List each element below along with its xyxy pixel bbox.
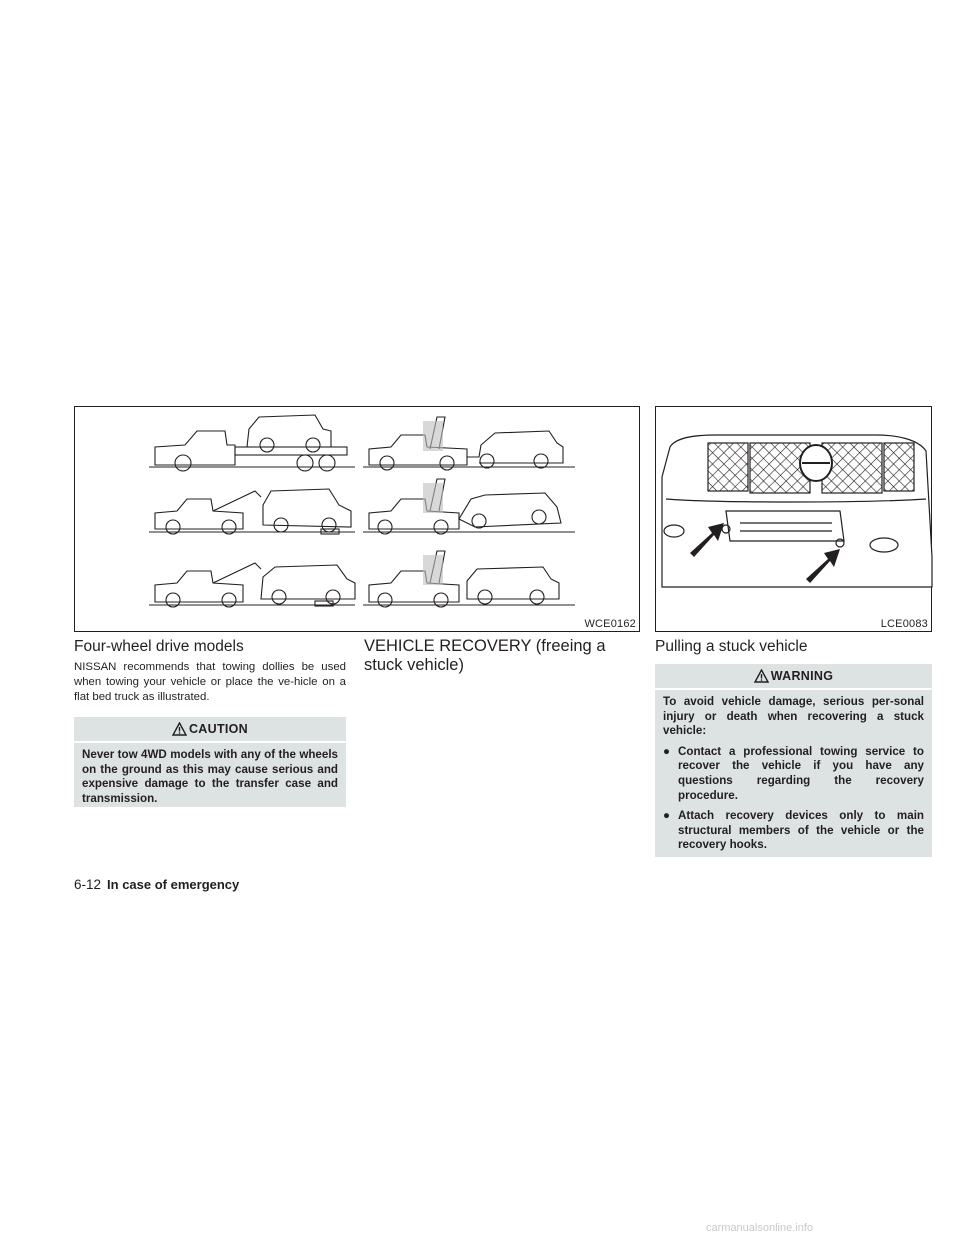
- caution-box: [74, 717, 346, 807]
- bullet-text: Attach recovery devices only to main structural members of the vehicle or the recovery hooks.: [678, 809, 924, 852]
- warning-bullet: [663, 745, 924, 803]
- section-heading-four-wheel-drive: Four-wheel drive models: [74, 638, 244, 655]
- caution-header: [74, 717, 346, 743]
- watermark: carmanualsonline.info: [706, 1222, 814, 1234]
- caution-body: [74, 743, 346, 812]
- warning-title: WARNING: [770, 669, 834, 683]
- bullet-text: Contact a professional towing service to recover the vehicle if you have any questions regarding the recovery procedure.: [678, 744, 924, 802]
- front-bumper-recovery-hooks-illustration: [656, 407, 933, 633]
- four-wheel-drive-paragraph: NISSAN recommends that towing dollies be used when towing your vehicle or place the ve-hicle on a flat bed truck as illustrated.: [74, 661, 346, 703]
- tow-truck-illustration: [75, 407, 641, 633]
- warning-intro: To avoid vehicle damage, serious per-sonal injury or death when recovering a stuck vehicle:: [663, 695, 924, 738]
- page-footer: [74, 877, 239, 892]
- section-title: In case of emergency: [107, 877, 240, 892]
- warning-triangle-icon: [754, 669, 769, 683]
- warning-bullet: [663, 809, 924, 853]
- figure-code: LCE0083: [880, 618, 928, 630]
- warning-body: [655, 690, 932, 859]
- caution-title: CAUTION: [188, 722, 249, 736]
- figure-code: WCE0162: [584, 618, 636, 630]
- caution-text: Never tow 4WD models with any of the wheels on the ground as this may cause serious and expensive damage to the transfer case and transmission.: [82, 748, 338, 805]
- towing-illustration-figure: [74, 406, 640, 632]
- bullet-marker: ●: [663, 809, 671, 823]
- page-number: 6-12: [74, 877, 102, 892]
- warning-header: [655, 664, 932, 690]
- warning-box: [655, 664, 932, 857]
- section-heading-vehicle-recovery: VEHICLE RECOVERY (freeing a stuck vehicle): [364, 637, 606, 674]
- warning-triangle-icon: [172, 722, 187, 736]
- recovery-hooks-figure: [655, 406, 932, 632]
- section-heading-pulling-stuck-vehicle: Pulling a stuck vehicle: [655, 638, 808, 655]
- bullet-marker: ●: [663, 744, 671, 758]
